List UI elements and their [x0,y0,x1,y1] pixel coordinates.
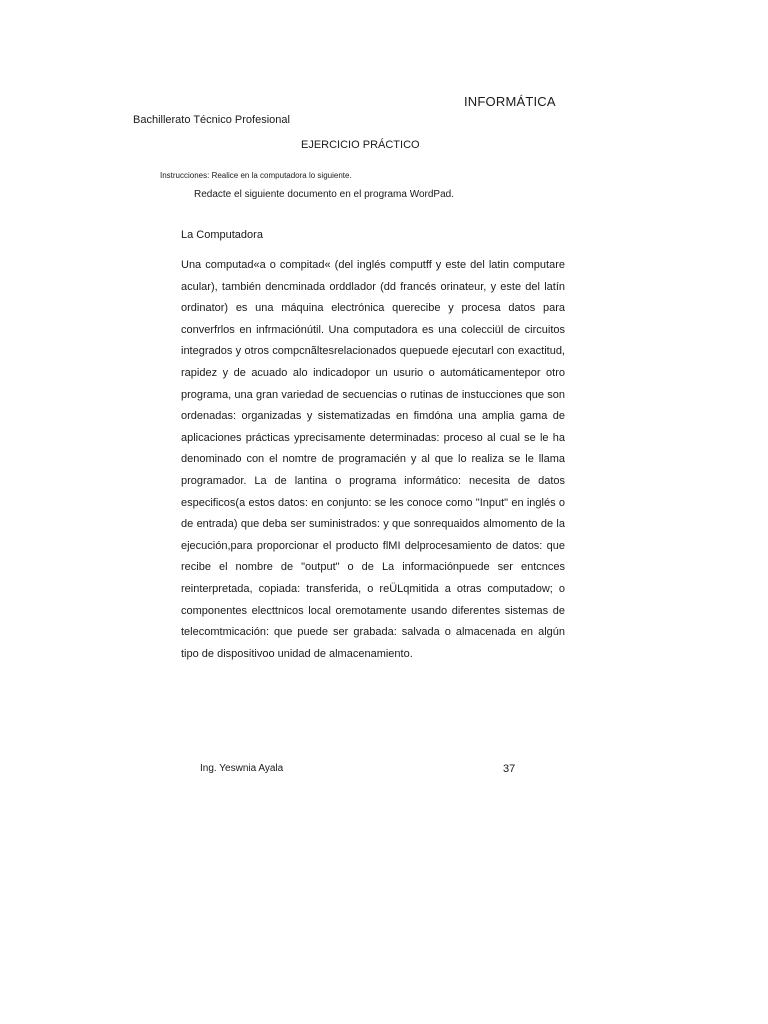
subject-title: INFORMÁTICA [464,94,556,109]
task-text: Redacte el siguiente documento en el programa WordPad. [194,189,454,200]
document-body: Una computad«a o compitad« (del inglés computff y este del latin computare acular), también dencminada orddlador (dd francés orinateur, y este del latín ordinator) es una máquina electrónica querecibe y procesa datos para converfrlos en infrmaciónútil. Una computadora es una colecciül de circuitos integrados y otros compcnãltesrelacionados quepuede ejecutarl con exactitud, rapidez y de acuado alo indicadopor un usurio o automáticamentepor otro programa, una gran variedad de secuencias o rutinas de instucciones que son ordenadas: organizadas y sistematizadas en fimdóna una amplia gama de aplicaciones prácticas yprecisamente determinadas: proceso al cual se le ha denominado con el nomtre de programacién y al que lo realiza se le llama programador. La de lantina o programa informático: necesita de datos especificos(a estos datos: en conjunto: se les conoce como "Input" en inglés o de entrada) que deba ser suministrados: y que sonrequaidos almomento de la ejecución,para proporcionar el producto flMI delprocesamiento de datos: que recibe el nombre de "output" o de La informaciónpuede ser entcnces reinterpretada, copiada: transferida, o reÜLqmitida a otras computadow; o componentes electtnicos local oremotamente usando diferentes sistemas de telecomtmicación: que puede ser grabada: salvada o almacenada en algún tipo de dispositivoo unidad de almacenamiento. [181,259,565,660]
program-name: Bachillerato Técnico Profesional [133,114,290,126]
exercise-title: EJERCICIO PRÁCTICO [301,139,420,151]
instructions-text: Instrucciones: Realice en la computadora lo siguiente. [160,171,352,180]
page-number: 37 [503,763,516,775]
footer-author: Ing. Yeswnia Ayala [200,763,284,774]
document-title: La Computadora [181,229,263,241]
